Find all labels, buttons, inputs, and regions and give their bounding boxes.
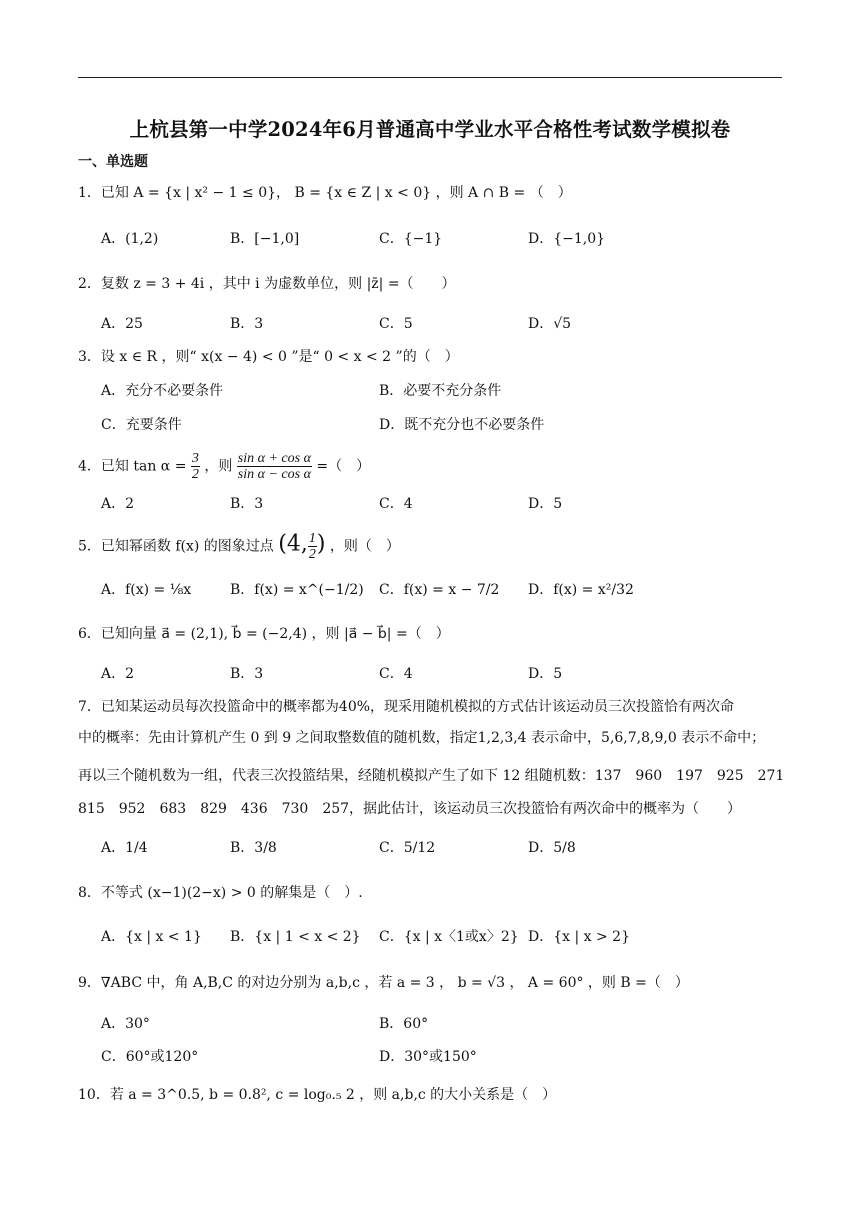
q5-stem-part-a: 5．已知幂函数 f(x) 的图象过点: [78, 538, 274, 555]
q4-option-b[interactable]: B．3: [230, 496, 264, 512]
q7-option-c[interactable]: C．5/12: [379, 840, 436, 856]
q4-frac2-den: sin α − cos α: [237, 467, 311, 482]
header-rule: [78, 77, 782, 78]
q6-option-a[interactable]: A．2: [101, 666, 135, 682]
q4-stem-part-c: =（ ）: [316, 458, 371, 475]
q6-option-b[interactable]: B．3: [230, 666, 264, 682]
q1-option-b[interactable]: B．[−1,0]: [230, 231, 300, 247]
question-8-stem: 8．不等式 (x−1)(2−x) > 0 的解集是（ ）.: [78, 885, 363, 901]
q4-stem-part-b: ，则: [204, 458, 233, 475]
q4-option-a[interactable]: A．2: [101, 496, 135, 512]
q2-option-a[interactable]: A．25: [101, 316, 143, 332]
q5-point-open: (4,: [278, 531, 308, 557]
q5-point-num: 1: [308, 531, 316, 546]
q8-option-b[interactable]: B．{x | 1 < x < 2}: [230, 929, 361, 945]
q8-option-d[interactable]: D．{x | x > 2}: [528, 929, 630, 945]
q3-option-c[interactable]: C．充要条件: [101, 417, 182, 433]
q5-stem-part-b: ，则（ ）: [329, 538, 400, 555]
q2-option-b[interactable]: B．3: [230, 316, 264, 332]
q9-option-a[interactable]: A．30°: [101, 1016, 150, 1032]
q9-option-b[interactable]: B．60°: [379, 1016, 429, 1032]
q9-option-d[interactable]: D．30°或150°: [379, 1049, 477, 1065]
question-9-stem: 9．∇ABC 中，角 A,B,C 的对边分别为 a,b,c ，若 a = 3 ， b = √3 ， A = 60° ，则 B =（ ）: [78, 975, 689, 991]
section-heading: 一、单选题: [78, 154, 148, 170]
question-10-stem: 10．若 a = 3^0.5, b = 0.8², c = log₀.₅ 2 ，则 a,b,c 的大小关系是（ ）: [78, 1087, 557, 1103]
q1-option-d[interactable]: D．{−1,0}: [528, 231, 606, 247]
q8-option-c[interactable]: C．{x | x〈1或x〉2}: [379, 929, 519, 945]
question-7-line-4: 815 952 683 829 436 730 257，据此估计，该运动员三次投篮恰有两次命中的概率为（ ）: [78, 801, 742, 817]
q1-option-a[interactable]: A．(1,2): [101, 231, 159, 247]
question-5-stem: [78, 531, 400, 562]
q4-option-d[interactable]: D．5: [528, 496, 563, 512]
q3-option-a[interactable]: A．充分不必要条件: [101, 383, 224, 399]
q8-option-a[interactable]: A．{x | x < 1}: [101, 929, 202, 945]
q4-frac-den: 2: [191, 467, 199, 482]
q5-point-close: ): [316, 531, 326, 557]
q7-option-b[interactable]: B．3/8: [230, 840, 277, 856]
q6-option-c[interactable]: C．4: [379, 666, 413, 682]
q4-trig-fraction: [237, 451, 312, 482]
question-7-line-3: 再以三个随机数为一组，代表三次投篮结果，经随机模拟产生了如下 12 组随机数：137 960 197 925 271: [78, 768, 785, 784]
q4-frac2-num: sin α + cos α: [237, 451, 311, 466]
page-title: 上杭县第一中学2024年6月普通高中学业水平合格性考试数学模拟卷: [129, 118, 731, 141]
question-1-stem: 1．已知 A = {x | x² − 1 ≤ 0}， B = {x ∈ Z | x < 0} ，则 A ∩ B = （ ）: [78, 185, 572, 201]
question-3-stem: 3．设 x ∈ R ，则“ x(x − 4) < 0 ”是“ 0 < x < 2 ”的（ ）: [78, 349, 459, 365]
q1-option-c[interactable]: C．{−1}: [379, 231, 443, 247]
q4-stem-part-a: 4．已知 tan α =: [78, 458, 187, 475]
question-6-stem: 6．已知向量 a⃗ = (2,1), b⃗ = (−2,4) ，则 |a⃗ − b⃗| =（ ）: [78, 626, 450, 642]
q5-point-den: 2: [308, 547, 316, 562]
q5-option-a[interactable]: A．f(x) = ⅛x: [101, 582, 192, 598]
q5-point-fraction: [308, 531, 317, 562]
q3-option-d[interactable]: D．既不充分也不必要条件: [379, 417, 545, 433]
question-2-stem: 2．复数 z = 3 + 4i ，其中 i 为虚数单位，则 |z̄| =（ ）: [78, 276, 456, 292]
q4-fraction: [191, 451, 200, 482]
q2-option-c[interactable]: C．5: [379, 316, 413, 332]
q9-option-c[interactable]: C．60°或120°: [101, 1049, 199, 1065]
q2-option-d[interactable]: D．√5: [528, 316, 572, 332]
q4-option-c[interactable]: C．4: [379, 496, 413, 512]
q6-option-d[interactable]: D．5: [528, 666, 563, 682]
q3-option-b[interactable]: B．必要不充分条件: [379, 383, 502, 399]
q5-option-d[interactable]: D．f(x) = x²/32: [528, 582, 634, 598]
q4-frac-num: 3: [191, 451, 199, 466]
question-7-line-2: 中的概率：先由计算机产生 0 到 9 之间取整数值的随机数，指定1,2,3,4 表示命中，5,6,7,8,9,0 表示不命中；: [78, 730, 766, 746]
q5-option-b[interactable]: B．f(x) = x^(−1/2): [230, 582, 364, 598]
question-4-stem: [78, 451, 370, 482]
q7-option-a[interactable]: A．1/4: [101, 840, 148, 856]
q5-option-c[interactable]: C．f(x) = x − 7/2: [379, 582, 500, 598]
question-7-line-1: 7．已知某运动员每次投篮命中的概率都为40%，现采用随机模拟的方式估计该运动员三次投篮恰有两次命: [78, 699, 735, 715]
q7-option-d[interactable]: D．5/8: [528, 840, 576, 856]
